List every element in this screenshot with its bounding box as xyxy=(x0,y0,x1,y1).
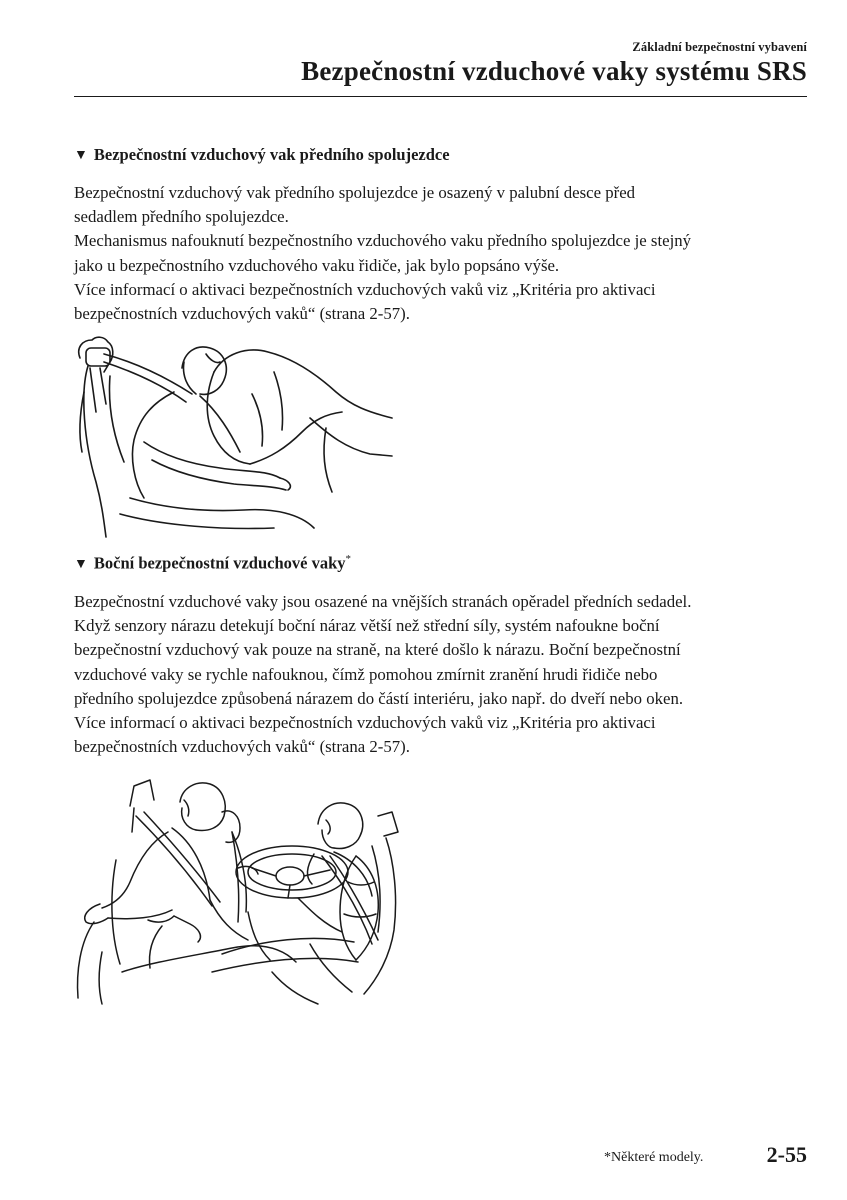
section-heading-passenger-airbag xyxy=(74,145,450,165)
paragraph-line: bezpečnostních vzduchových vaků“ (strana 2-57). xyxy=(74,304,410,324)
paragraph-line: Když senzory nárazu detekují boční náraz větší než střední síly, systém nafoukne boční xyxy=(74,616,660,636)
paragraph-line: předního spolujezdce způsobená nárazem do částí interiéru, jako např. do dveří nebo oken. xyxy=(74,688,684,708)
page-number: 2-55 xyxy=(766,1142,807,1167)
paragraph-line: sedadlem předního spolujezdce. xyxy=(74,207,289,227)
paragraph-line: Více informací o aktivaci bezpečnostních vzduchových vaků viz „Kritéria pro aktivaci xyxy=(74,713,656,733)
triangle-marker-icon: ▼ xyxy=(74,148,88,163)
section-heading-text: Boční bezpečnostní vzduchové vaky xyxy=(93,553,346,573)
paragraph-line: bezpečnostní vzduchový vak pouze na straně, na které došlo k nárazu. Boční bezpečnostní xyxy=(74,640,681,660)
page-title: Bezpečnostní vzduchové vaky systému SRS xyxy=(301,56,807,86)
paragraph-line: Bezpečnostní vzduchový vak předního spolujezdce je osazený v palubní desce před xyxy=(74,183,636,202)
footnote-marker: * xyxy=(345,553,352,565)
header-subtitle: Základní bezpečnostní vybavení xyxy=(632,40,807,54)
section-body-passenger-airbag xyxy=(74,181,814,326)
header-divider xyxy=(74,96,807,97)
paragraph-line: vzduchové vaky se rychle nafouknou, čímž pomohou zmírnit zranění hrudi řidiče nebo xyxy=(74,664,658,684)
triangle-marker-icon: ▼ xyxy=(74,556,88,572)
footnote: *Některé modely. xyxy=(604,1150,704,1165)
passenger-airbag-illustration xyxy=(74,332,394,538)
paragraph-line: bezpečnostních vzduchových vaků“ (strana 2-57). xyxy=(74,737,410,757)
paragraph-line: jako u bezpečnostního vzduchového vaku řidiče, jak bylo popsáno výše. xyxy=(74,255,560,275)
paragraph-line: Více informací o aktivaci bezpečnostních vzduchových vaků viz „Kritéria pro aktivaci xyxy=(74,279,656,299)
paragraph-line: Bezpečnostní vzduchové vaky jsou osazené na vnějších stranách opěradel předních sedadel. xyxy=(74,592,692,611)
paragraph-line: Mechanismus nafouknutí bezpečnostního vzduchového vaku předního spolujezdce je stejný xyxy=(74,231,692,251)
section-body-side-airbags xyxy=(74,590,814,759)
section-heading-side-airbags xyxy=(74,553,351,574)
side-airbags-illustration xyxy=(72,772,412,1006)
section-heading-text: Bezpečnostní vzduchový vak předního spolujezdce xyxy=(93,145,450,164)
